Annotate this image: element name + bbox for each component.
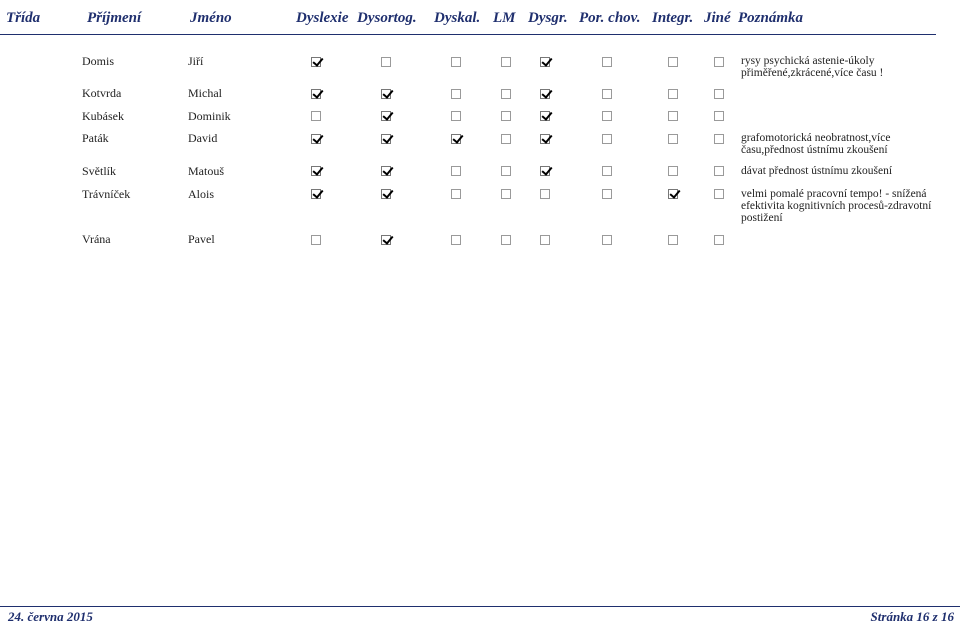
- column-header-dyskal: Dyskal.: [434, 10, 481, 26]
- unchecked-checkbox[interactable]: [714, 89, 724, 99]
- checked-checkbox[interactable]: [540, 111, 550, 121]
- column-header-jine: Jiné: [704, 10, 731, 26]
- row-first-name: David: [188, 131, 218, 145]
- row-first-name: Michal: [188, 86, 222, 100]
- unchecked-checkbox[interactable]: [714, 235, 724, 245]
- unchecked-checkbox[interactable]: [451, 111, 461, 121]
- unchecked-checkbox[interactable]: [602, 235, 612, 245]
- checked-checkbox[interactable]: [311, 166, 321, 176]
- row-note: dávat přednost ústnímu zkoušení: [741, 165, 893, 177]
- footer-page: Stránka 16 z 16: [870, 609, 954, 624]
- checked-checkbox[interactable]: [540, 89, 550, 99]
- unchecked-checkbox[interactable]: [501, 189, 511, 199]
- unchecked-checkbox[interactable]: [451, 189, 461, 199]
- row-first-name: Alois: [188, 187, 215, 201]
- unchecked-checkbox[interactable]: [501, 57, 511, 67]
- unchecked-checkbox[interactable]: [501, 111, 511, 121]
- unchecked-checkbox[interactable]: [668, 166, 678, 176]
- column-header-jmeno: Jméno: [190, 10, 232, 26]
- row-first-name: Dominik: [188, 109, 231, 123]
- row-note: rysy psychická astenie-úkoly přiměřené,zkrácené,více času !: [741, 55, 884, 79]
- unchecked-checkbox[interactable]: [714, 166, 724, 176]
- unchecked-checkbox[interactable]: [714, 111, 724, 121]
- footer-date: 24. června 2015: [8, 609, 93, 624]
- column-header-poznamka: Poznámka: [738, 10, 804, 26]
- row-surname: Domis: [82, 54, 115, 68]
- column-header-integr: Integr.: [652, 10, 694, 26]
- checked-checkbox[interactable]: [668, 189, 678, 199]
- row-note: grafomotorická neobratnost,více času,přednost ústnímu zkoušení: [741, 132, 891, 156]
- unchecked-checkbox[interactable]: [668, 134, 678, 144]
- row-surname: Paták: [82, 131, 109, 145]
- unchecked-checkbox[interactable]: [451, 235, 461, 245]
- unchecked-checkbox[interactable]: [602, 134, 612, 144]
- checked-checkbox[interactable]: [381, 189, 391, 199]
- column-header-dysgr: Dysgr.: [528, 10, 568, 26]
- unchecked-checkbox[interactable]: [451, 57, 461, 67]
- unchecked-checkbox[interactable]: [668, 235, 678, 245]
- checked-checkbox[interactable]: [311, 57, 321, 67]
- checked-checkbox[interactable]: [381, 134, 391, 144]
- unchecked-checkbox[interactable]: [451, 166, 461, 176]
- checked-checkbox[interactable]: [311, 89, 321, 99]
- checked-checkbox[interactable]: [381, 235, 391, 245]
- checked-checkbox[interactable]: [381, 111, 391, 121]
- checked-checkbox[interactable]: [381, 166, 391, 176]
- unchecked-checkbox[interactable]: [714, 189, 724, 199]
- checked-checkbox[interactable]: [451, 134, 461, 144]
- unchecked-checkbox[interactable]: [668, 111, 678, 121]
- unchecked-checkbox[interactable]: [602, 57, 612, 67]
- row-first-name: Matouš: [188, 164, 224, 178]
- unchecked-checkbox[interactable]: [501, 89, 511, 99]
- footer-rule: [0, 606, 960, 607]
- row-surname: Světlík: [82, 164, 117, 178]
- unchecked-checkbox[interactable]: [668, 57, 678, 67]
- column-header-dysortog: Dysortog.: [357, 10, 417, 26]
- row-surname: Kotvrda: [82, 86, 122, 100]
- unchecked-checkbox[interactable]: [501, 134, 511, 144]
- row-surname: Kubásek: [82, 109, 124, 123]
- checked-checkbox[interactable]: [311, 189, 321, 199]
- unchecked-checkbox[interactable]: [311, 235, 321, 245]
- row-first-name: Jiří: [188, 54, 204, 68]
- header-rule: [0, 34, 936, 35]
- unchecked-checkbox[interactable]: [602, 166, 612, 176]
- unchecked-checkbox[interactable]: [714, 57, 724, 67]
- unchecked-checkbox[interactable]: [602, 89, 612, 99]
- row-surname: Vrána: [82, 232, 111, 246]
- checked-checkbox[interactable]: [311, 134, 321, 144]
- row-note: velmi pomalé pracovní tempo! - snížená efektivita kognitivních procesů-zdravotní postižení: [741, 188, 932, 224]
- unchecked-checkbox[interactable]: [602, 189, 612, 199]
- column-header-lm: LM: [493, 10, 516, 26]
- column-header-trida: Třída: [6, 10, 41, 26]
- unchecked-checkbox[interactable]: [540, 189, 550, 199]
- column-header-porchov: Por. chov.: [579, 10, 641, 26]
- checked-checkbox[interactable]: [540, 57, 550, 67]
- unchecked-checkbox[interactable]: [501, 166, 511, 176]
- column-header-dyslexie: Dyslexie: [296, 10, 349, 26]
- unchecked-checkbox[interactable]: [668, 89, 678, 99]
- unchecked-checkbox[interactable]: [714, 134, 724, 144]
- checked-checkbox[interactable]: [540, 134, 550, 144]
- unchecked-checkbox[interactable]: [501, 235, 511, 245]
- row-first-name: Pavel: [188, 232, 215, 246]
- unchecked-checkbox[interactable]: [311, 111, 321, 121]
- column-header-prijmeni: Příjmení: [87, 10, 142, 26]
- unchecked-checkbox[interactable]: [381, 57, 391, 67]
- checked-checkbox[interactable]: [540, 166, 550, 176]
- unchecked-checkbox[interactable]: [451, 89, 461, 99]
- unchecked-checkbox[interactable]: [540, 235, 550, 245]
- checked-checkbox[interactable]: [381, 89, 391, 99]
- unchecked-checkbox[interactable]: [602, 111, 612, 121]
- row-surname: Trávníček: [82, 187, 131, 201]
